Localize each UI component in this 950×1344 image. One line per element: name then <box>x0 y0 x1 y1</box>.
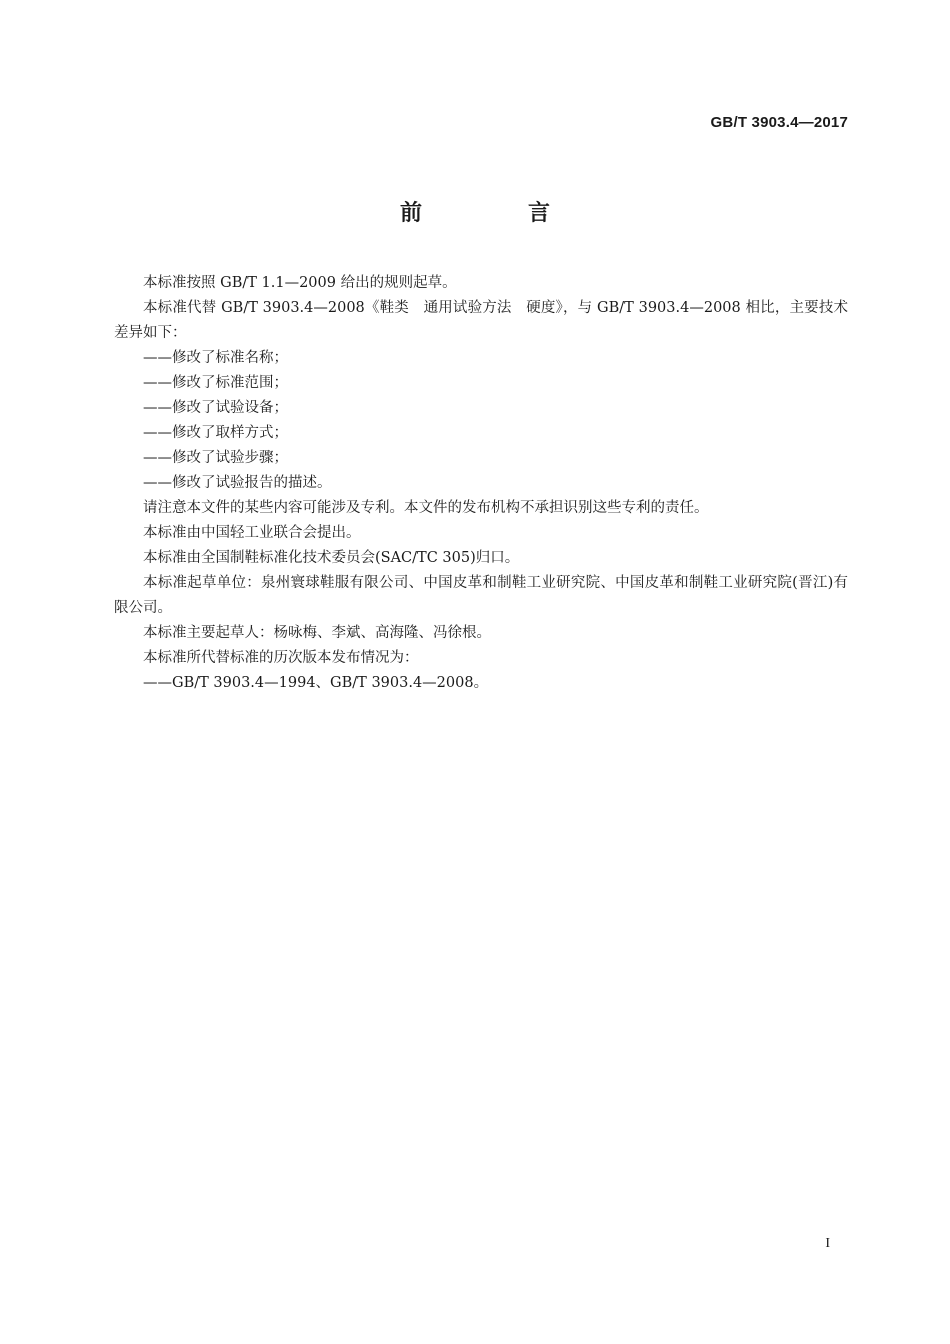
page-number: I <box>825 1236 830 1251</box>
history-item: ——GB/T 3903.4—1994、GB/T 3903.4—2008。 <box>143 675 489 691</box>
paragraph-drafting-rules: 本标准按照 GB/T 1.1—2009 给出的规则起草。 <box>143 275 457 291</box>
paragraph-replacement-note: 本标准代替 GB/T 3903.4—2008《鞋类 通用试验方法 硬度》，与 GB/T 3903.4—2008 相比，主要技术差异如下： <box>114 300 848 341</box>
change-item-name: ——修改了标准名称； <box>143 350 288 366</box>
paragraph-drafters: 本标准主要起草人：杨咏梅、李斌、高海隆、冯徐根。 <box>143 625 491 641</box>
paragraph-drafting-units: 本标准起草单位：泉州寰球鞋服有限公司、中国皮革和制鞋工业研究院、中国皮革和制鞋工业研究院(晋江)有限公司。 <box>114 575 848 616</box>
section-title: 前 言 <box>399 201 592 226</box>
change-item-equipment: ——修改了试验设备； <box>143 400 288 416</box>
change-item-report: ——修改了试验报告的描述。 <box>143 475 332 491</box>
change-item-sampling: ——修改了取样方式； <box>143 425 288 441</box>
paragraph-patent-notice: 请注意本文件的某些内容可能涉及专利。本文件的发布机构不承担识别这些专利的责任。 <box>143 500 709 516</box>
change-item-procedure: ——修改了试验步骤； <box>143 450 288 466</box>
paragraph-proposer: 本标准由中国轻工业联合会提出。 <box>143 525 361 541</box>
paragraph-history-intro: 本标准所代替标准的历次版本发布情况为： <box>143 650 419 666</box>
paragraph-committee: 本标准由全国制鞋标准化技术委员会(SAC/TC 305)归口。 <box>143 550 520 566</box>
standard-code: GB/T 3903.4—2017 <box>710 114 848 131</box>
document-body <box>114 271 848 696</box>
change-item-scope: ——修改了标准范围； <box>143 375 288 391</box>
